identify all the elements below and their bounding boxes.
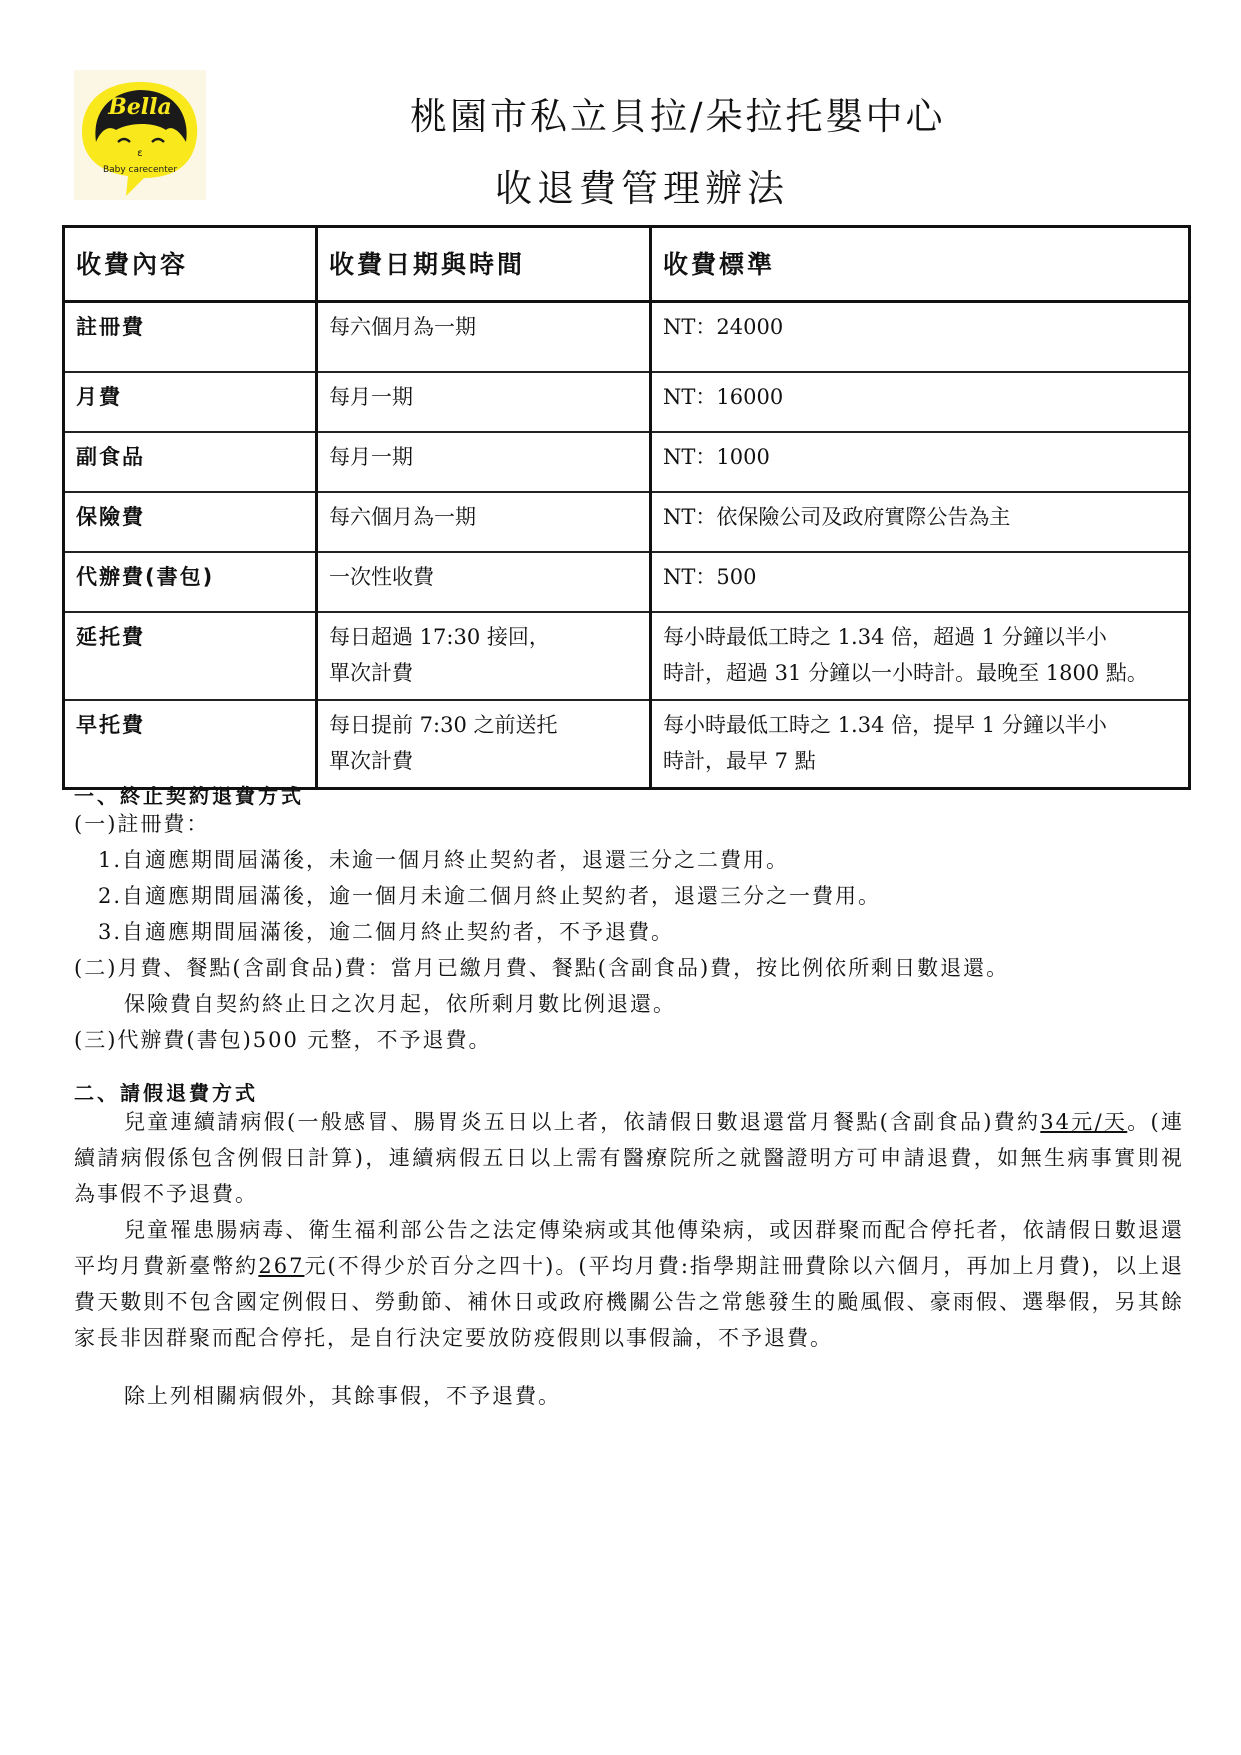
fee-schedule-line: 每日提前 7:30 之前送托 — [329, 713, 558, 737]
para1-text-cont: 。(連續請病假係包含例假日計算)，連續病假五日以上需有醫療院所之就醫證明方可申請退費，如無生病事實則視為事假不予退費。 — [74, 1110, 1185, 1206]
para2-refund-amount: 267 — [258, 1254, 305, 1278]
svg-text:ε: ε — [137, 148, 143, 159]
fee-standard-line: 時計，超過 31 分鐘以一小時計。最晚至 1800 點。 — [663, 661, 1148, 685]
fee-item: 代辦費(書包) — [64, 552, 317, 612]
fee-schedule-line: 一次性收費 — [329, 565, 434, 589]
table-row — [64, 552, 1190, 612]
section2-closing: 除上列相關病假外，其餘事假，不予退費。 — [124, 1384, 561, 1408]
fee-schedule-line: 每日超過 17:30 接回， — [329, 625, 550, 649]
fee-item: 註冊費 — [64, 302, 317, 373]
table-row — [64, 432, 1190, 492]
fee-schedule-line: 單次計費 — [329, 749, 413, 773]
fee-item: 早托費 — [64, 700, 317, 789]
fee-schedule — [317, 432, 651, 492]
fee-table — [62, 225, 1191, 790]
fee-standard-line: NT：16000 — [663, 385, 784, 409]
header-fee-standard: 收費標準 — [651, 227, 1190, 302]
fee-standard-line: 每小時最低工時之 1.34 倍，提早 1 分鐘以半小 — [663, 713, 1107, 737]
fee-schedule — [317, 492, 651, 552]
fee-standard — [651, 492, 1190, 552]
fee-schedule — [317, 372, 651, 432]
fee-schedule-line: 每月一期 — [329, 445, 413, 469]
fee-table-header — [64, 227, 1190, 302]
header-fee-item: 收費內容 — [64, 227, 317, 302]
fee-schedule — [317, 302, 651, 373]
logo-brand-text: Bella — [108, 94, 172, 120]
fee-schedule — [317, 612, 651, 700]
fee-schedule-line: 每六個月為一期 — [329, 505, 476, 529]
section1-sub2-note: 保險費自契約終止日之次月起，依所剩月數比例退還。 — [124, 992, 676, 1016]
section1-sub3: (三)代辦費(書包)500 元整，不予退費。 — [74, 1028, 492, 1052]
table-row — [64, 492, 1190, 552]
fee-standard-line: NT：依保險公司及政府實際公告為主 — [663, 505, 1011, 529]
section1-sub1-item: 1.自適應期間屆滿後，未逾一個月終止契約者，退還三分之二費用。 — [98, 848, 790, 872]
bella-logo-image — [74, 70, 206, 200]
fee-standard — [651, 432, 1190, 492]
section1-sub1-item: 2.自適應期間屆滿後，逾一個月未逾二個月終止契約者，退還三分之一費用。 — [98, 884, 882, 908]
para2-text: 兒童罹患腸病毒、衛生福利部公告之法定傳染病或其他傳染病，或因群聚而配合停托者，依請假日數退還平均月費新臺幣約 — [74, 1218, 1184, 1278]
fee-standard — [651, 302, 1190, 373]
fee-standard-line: 時計，最早 7 點 — [663, 749, 816, 773]
bella-logo — [74, 70, 206, 200]
fee-schedule-line: 每六個月為一期 — [329, 315, 476, 339]
fee-schedule — [317, 552, 651, 612]
logo-tagline-text: Baby carecenter — [102, 165, 178, 175]
fee-item: 保險費 — [64, 492, 317, 552]
fee-standard-line: NT：1000 — [663, 445, 770, 469]
section1-sub1-item: 3.自適應期間屆滿後，逾二個月終止契約者，不予退費。 — [98, 920, 675, 944]
document-subtitle: 收退費管理辦法 — [495, 167, 789, 210]
para1-refund-amount: 34元/天 — [1040, 1110, 1128, 1134]
fee-item: 副食品 — [64, 432, 317, 492]
table-row — [64, 700, 1190, 789]
fee-standard — [651, 372, 1190, 432]
para2-text-cont: 元(不得少於百分之四十)。(平均月費:指學期註冊費除以六個月，再加上月費)，以上退費天數則不包含國定例假日、勞動節、補休日或政府機關公告之常態發生的颱風假、豪雨假、選舉假，另其餘家長非因群聚而配合停托，是自行決定要放防疫假則以事假論，不予退費。 — [74, 1254, 1185, 1350]
section2-body — [74, 1104, 1184, 1414]
fee-standard — [651, 612, 1190, 700]
fee-standard-line: NT：24000 — [663, 315, 784, 339]
fee-schedule-line: 單次計費 — [329, 661, 413, 685]
section1-sub1-title: (一)註冊費： — [74, 812, 210, 836]
document-title: 桃園市私立貝拉/朵拉托嬰中心 — [410, 95, 946, 138]
fee-schedule-line: 每月一期 — [329, 385, 413, 409]
fee-standard-line: NT：500 — [663, 565, 757, 589]
section2-paragraph-infectious — [74, 1212, 1184, 1356]
section2-heading: 二、請假退費方式 — [74, 1081, 258, 1105]
section1-heading: 一、終止契約退費方式 — [74, 784, 304, 808]
fee-item: 延托費 — [64, 612, 317, 700]
section1-body — [74, 806, 1184, 1058]
table-row — [64, 372, 1190, 432]
table-row — [64, 302, 1190, 373]
fee-standard — [651, 552, 1190, 612]
section2-paragraph-sick-leave — [74, 1104, 1184, 1212]
fee-item: 月費 — [64, 372, 317, 432]
para1-text: 兒童連續請病假(一般感冒、腸胃炎五日以上者，依請假日數退還當月餐點(含副食品)費約 — [124, 1110, 1041, 1134]
fee-schedule — [317, 700, 651, 789]
fee-standard — [651, 700, 1190, 789]
section1-sub2: (二)月費、餐點(含副食品)費：當月已繳月費、餐點(含副食品)費，按比例依所剩日數退還。 — [74, 956, 1010, 980]
header-fee-schedule: 收費日期與時間 — [317, 227, 651, 302]
fee-standard-line: 每小時最低工時之 1.34 倍，超過 1 分鐘以半小 — [663, 625, 1107, 649]
table-row — [64, 612, 1190, 700]
